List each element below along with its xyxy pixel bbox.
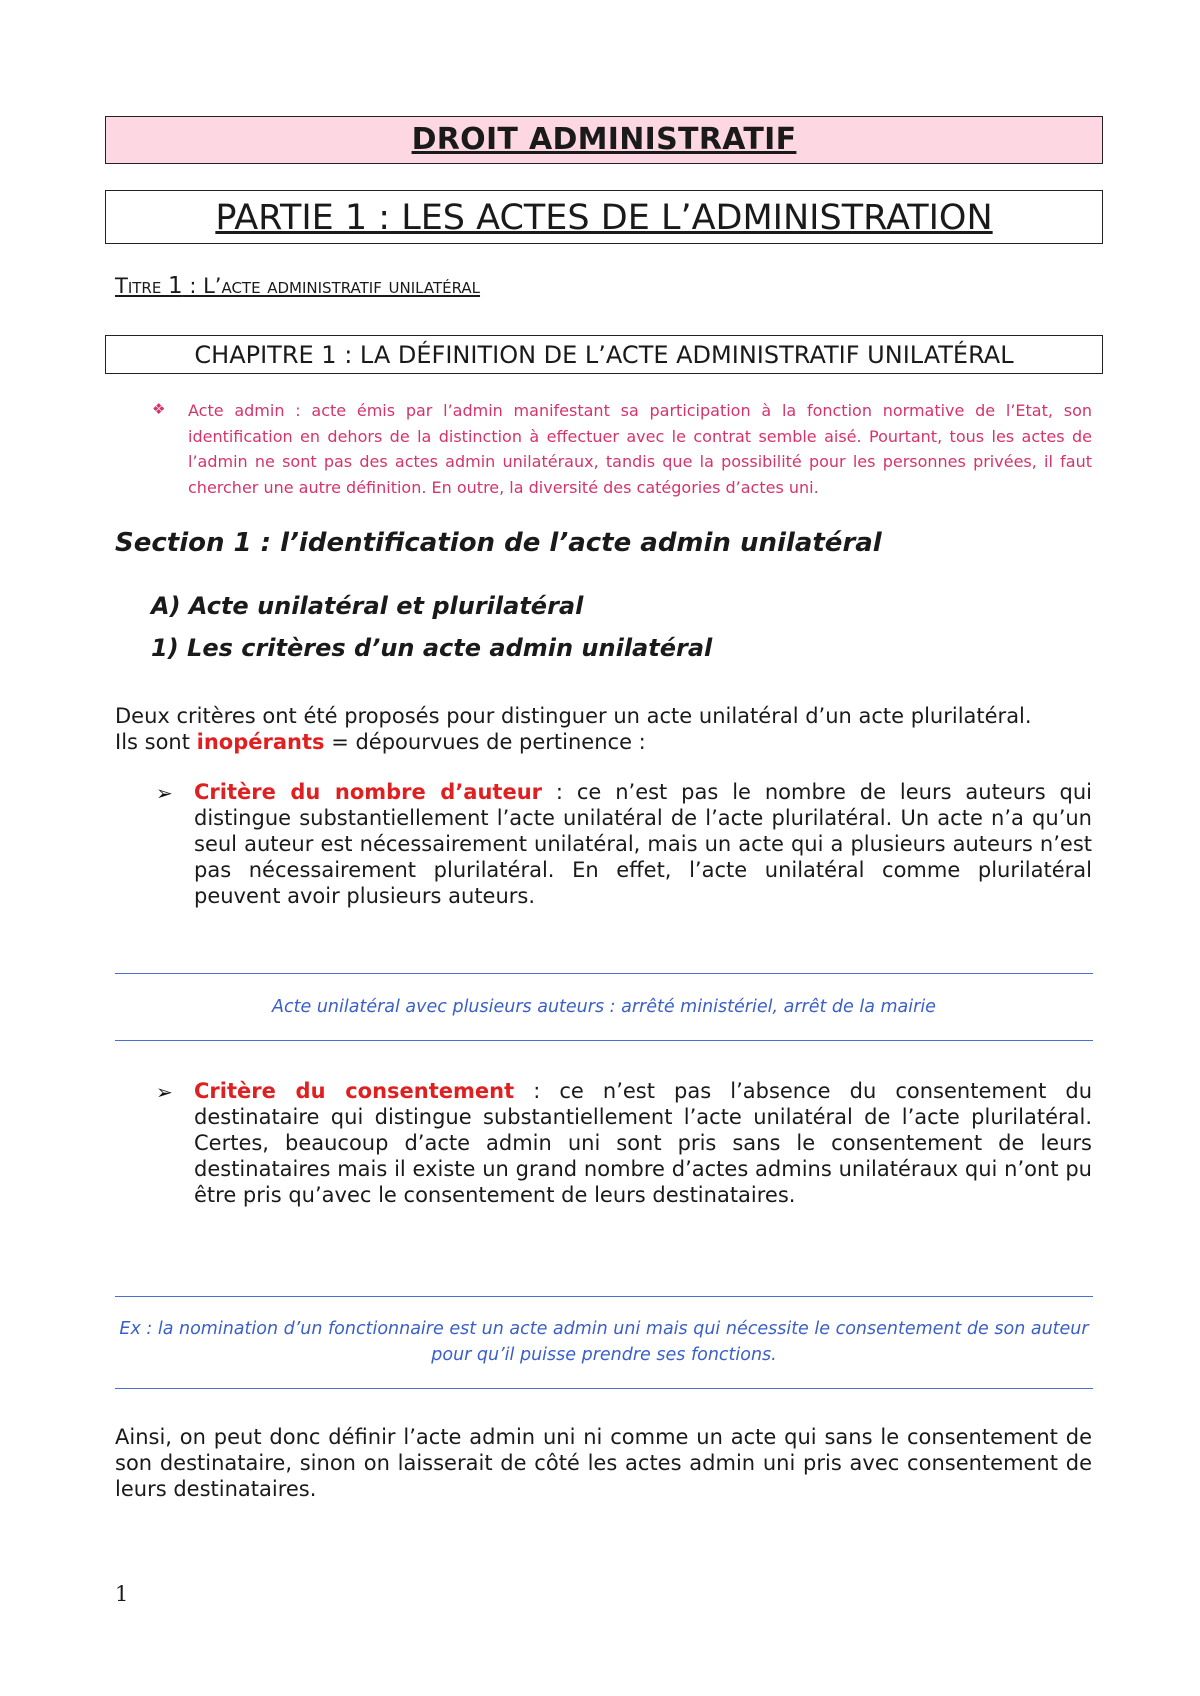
titre-heading: Titre 1 : L’acte administratif unilatéral (115, 273, 481, 299)
definition-paragraph: Acte admin : acte émis par l’admin manifestant sa participation à la fonction normative de l’Etat, son identification en dehors de la distinction à effectuer avec le contrat semble aisé. Pourtant, tous les actes de l’admin ne sont pas des actes admin unilatéraux, tandis que la possibilité pour les personnes privées, il faut chercher une autre définition. En outre, la diversité des catégories d’actes uni. (188, 401, 1092, 497)
subsection-a-title: A) Acte unilatéral et plurilatéral (151, 592, 584, 620)
diamond-bullet-icon: ❖ (152, 400, 166, 418)
arrow-bullet-icon: ➢ (156, 1080, 173, 1104)
inoperants-keyword: inopérants (196, 730, 325, 754)
intro-line-2: Ils sont inopérants = dépourvues de pertinence : (115, 730, 646, 754)
partie-heading: PARTIE 1 : LES ACTES DE L’ADMINISTRATION (215, 198, 993, 238)
document-title: DROIT ADMINISTRATIF (411, 122, 797, 157)
section-title: Section 1 : l’identification de l’acte admin unilatéral (115, 528, 882, 558)
subsection-1-title: 1) Les critères d’un acte admin unilatéral (151, 634, 713, 662)
note-divider-top (115, 973, 1093, 974)
criterion-nombre-auteur (194, 779, 1092, 909)
note-divider-top (115, 1296, 1093, 1297)
intro-paragraph (115, 703, 1095, 755)
note-divider-bottom (115, 1040, 1093, 1041)
page-number: 1 (115, 1582, 129, 1606)
criterion-label: Critère du nombre d’auteur (194, 780, 543, 804)
arrow-bullet-icon: ➢ (156, 781, 173, 805)
intro-line-1: Deux critères ont été proposés pour distinguer un acte unilatéral d’un acte plurilatéral. (115, 704, 1032, 728)
example-note-2: Ex : la nomination d’un fonctionnaire est un acte admin uni mais qui nécessite le consentement de son auteur pour qu’il puisse prendre ses fonctions. (119, 1319, 1089, 1365)
criterion-consentement (194, 1078, 1092, 1208)
partie-heading-box (105, 190, 1103, 244)
criterion-text: : ce n’est pas l’absence du consentement du destinataire qui distingue substantiellement l’acte unilatéral de l’acte plurilatéral. Certes, beaucoup d’acte admin uni sont pris sans le consentement de leurs destinataires mais il existe un grand nombre d’actes admins unilatéraux qui n’ont pu être pris qu’avec le consentement de leurs destinataires. (194, 1079, 1093, 1207)
chapitre-heading-box (105, 335, 1103, 374)
chapitre-heading: CHAPITRE 1 : LA DÉFINITION DE L’ACTE ADMINISTRATIF UNILATÉRAL (194, 341, 1014, 369)
conclusion-paragraph: Ainsi, on peut donc définir l’acte admin uni ni comme un acte qui sans le consentement de son destinataire, sinon on laisserait de côté les actes admin uni pris avec consentement de leurs destinataires. (115, 1425, 1092, 1501)
example-note-1: Acte unilatéral avec plusieurs auteurs : arrêté ministériel, arrêt de la mairie (272, 997, 936, 1017)
document-title-box (105, 116, 1103, 164)
criterion-label: Critère du consentement (194, 1079, 515, 1103)
criterion-text: : ce n’est pas le nombre de leurs auteurs qui distingue substantiellement l’acte unilatéral de l’acte plurilatéral. Un acte n’a qu’un seul auteur est nécessairement unilatéral, mais un acte qui a plusieurs auteurs n’est pas nécessairement plurilatéral. En effet, l’acte unilatéral comme plurilatéral peuvent avoir plusieurs auteurs. (194, 780, 1093, 908)
note-divider-bottom (115, 1388, 1093, 1389)
